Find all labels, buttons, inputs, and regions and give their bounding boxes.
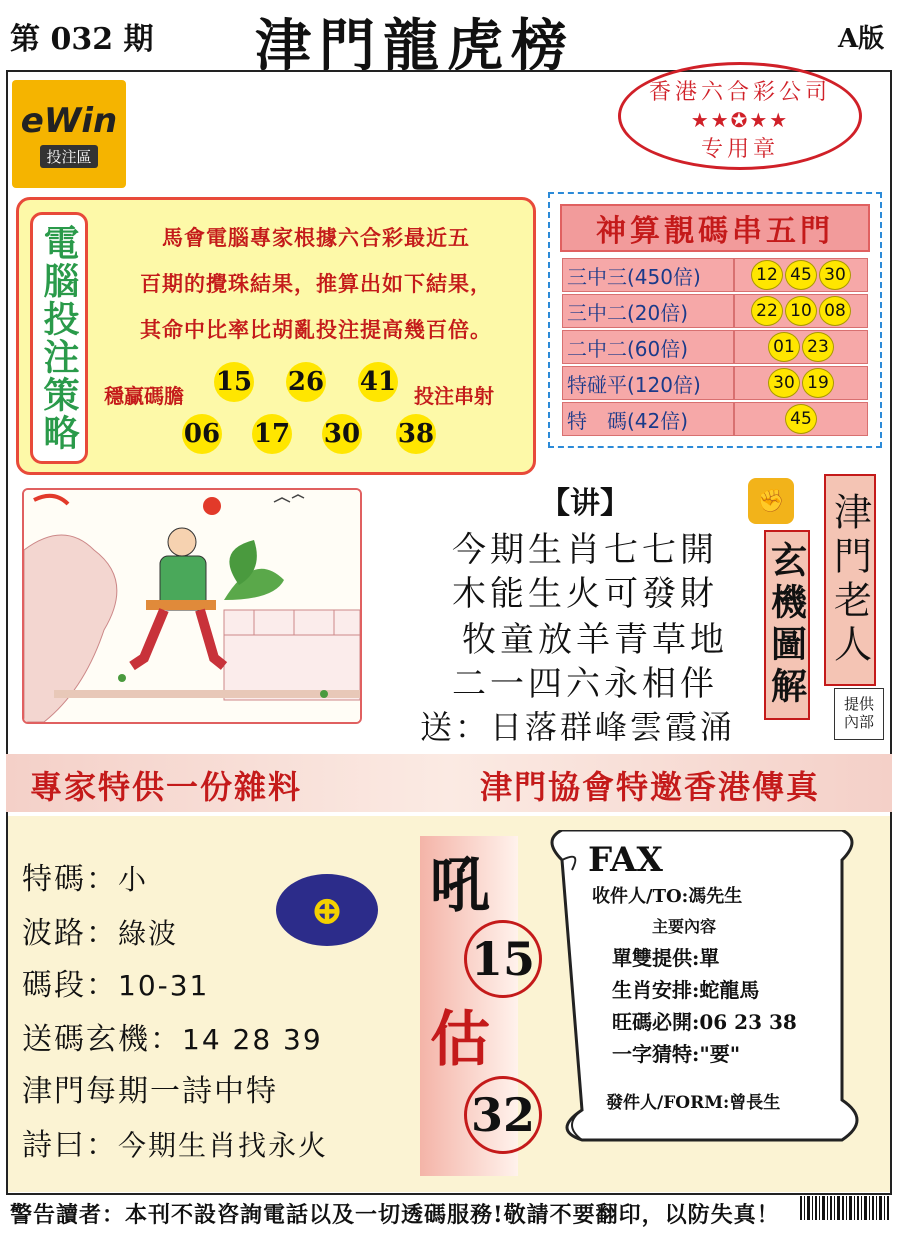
poem-line: 二一四六永相伴	[452, 664, 718, 704]
emblem-icon: ⊕	[276, 874, 378, 946]
banner-right: 津門協會特邀香港傳真	[480, 768, 821, 806]
poem-line: 牧童放羊青草地	[462, 620, 728, 660]
combo-row	[562, 366, 868, 400]
ewin-brand: eWin	[20, 100, 118, 141]
number-ball: 41	[358, 362, 398, 402]
info-label: 詩曰：	[22, 1128, 118, 1163]
info-value: 綠波	[118, 917, 179, 950]
fax-from: 發件人/FORM:曾長生	[606, 1093, 781, 1113]
combo-row	[562, 294, 868, 328]
number-ball: 22	[751, 296, 783, 326]
combo-label: 二中二(60倍)	[562, 330, 734, 364]
fax-line: 一字猜特:"要"	[612, 1042, 741, 1066]
combo-row	[562, 258, 868, 292]
combo-numbers	[734, 258, 868, 292]
info-value: 14 28 39	[182, 1023, 323, 1056]
cartoon-svg	[24, 490, 360, 722]
hou-char: 吼	[430, 851, 490, 921]
combo-numbers	[734, 294, 868, 328]
fax-line: 旺碼必開:06 23 38	[612, 1010, 797, 1034]
issue-number: 第 032 期	[10, 22, 154, 57]
strategy-line-3: 其命中比率比胡亂投注提高幾百倍。	[140, 317, 492, 342]
strategy-right-label: 投注串射	[414, 384, 494, 408]
gu-number: 32	[464, 1076, 542, 1154]
internal-badge-line-2: 內部	[843, 713, 874, 731]
page-title: 津門龍虎榜	[255, 13, 575, 79]
gu-char: 估	[430, 1005, 490, 1075]
strategy-line-1: 馬會電腦專家根據六合彩最近五	[162, 225, 470, 250]
poem-line: 木能生火可發財	[452, 574, 718, 614]
fax-subtitle: 主要內容	[652, 917, 717, 936]
stamp-top: 香港六合彩公司	[648, 80, 831, 105]
warning-text: 警告讀者：本刊不設咨詢電話以及一切透碼服務!敬請不要翻印，以防失真！	[10, 1202, 780, 1228]
info-label: 波路：	[22, 916, 118, 951]
hou-number: 15	[464, 920, 542, 998]
poem-heading: 【讲】	[540, 486, 630, 521]
info-label: 碼段：	[22, 968, 118, 1003]
number-ball: 30	[819, 260, 851, 290]
combo-numbers	[734, 330, 868, 364]
info-label: 津門每期一詩中特	[22, 1074, 278, 1109]
info-row	[22, 908, 178, 952]
number-ball: 45	[785, 260, 817, 290]
stamp-bottom: 专用章	[700, 137, 779, 162]
barcode-icon	[800, 1196, 892, 1228]
fax-line: 單雙提供:單	[612, 946, 720, 970]
strategy-title-text: 電腦投注策略	[38, 224, 80, 452]
ewin-sub: 投注區	[40, 145, 97, 168]
fax-scroll	[542, 830, 872, 1150]
strategy-title	[30, 212, 88, 464]
combo-row	[562, 330, 868, 364]
number-ball: 30	[322, 414, 362, 454]
laoren-text: 津門老人	[827, 492, 872, 668]
number-ball: 38	[396, 414, 436, 454]
info-value: 小	[118, 863, 149, 896]
info-row	[22, 854, 148, 898]
ewin-logo	[12, 80, 126, 188]
combo-row	[562, 402, 868, 436]
fist-icon: ✊	[748, 478, 794, 524]
number-ball: 26	[286, 362, 326, 402]
banner-left: 專家特供一份雜料	[30, 768, 303, 806]
number-ball: 10	[785, 296, 817, 326]
xuanji-text: 玄機圖解	[765, 541, 808, 709]
info-row	[22, 1014, 323, 1058]
combo-label: 特碰平(120倍)	[562, 366, 734, 400]
number-ball: 15	[214, 362, 254, 402]
info-label: 特碼：	[22, 862, 118, 897]
info-value: 10-31	[118, 969, 210, 1002]
strategy-left-label: 穩贏碼膽	[104, 384, 184, 408]
stamp-stars: ★★✪★★	[690, 108, 790, 132]
fax-line: 生肖安排:蛇龍馬	[612, 978, 760, 1002]
internal-badge	[834, 688, 884, 740]
combo-numbers	[734, 366, 868, 400]
info-row	[22, 1120, 328, 1164]
number-ball: 23	[802, 332, 834, 362]
number-ball: 01	[768, 332, 800, 362]
number-ball: 45	[785, 404, 817, 434]
fax-to: 收件人/TO:馮先生	[592, 886, 743, 907]
poem-line: 今期生肖七七開	[452, 530, 718, 570]
laoren-label	[824, 474, 876, 686]
number-ball: 12	[751, 260, 783, 290]
number-ball: 06	[182, 414, 222, 454]
strategy-line-2: 百期的攪珠結果，推算出如下結果，	[140, 271, 492, 296]
cartoon-illustration	[22, 488, 362, 724]
info-value: 今期生肖找永火	[118, 1129, 329, 1162]
info-label: 送碼玄機：	[22, 1022, 182, 1057]
info-row	[22, 1066, 278, 1110]
internal-badge-line-1: 提供	[843, 695, 874, 713]
company-stamp	[618, 62, 862, 170]
number-ball: 17	[252, 414, 292, 454]
combo-label: 三中二(20倍)	[562, 294, 734, 328]
combo-label: 特 碼(42倍)	[562, 402, 734, 436]
combo-title: 神算靚碼串五門	[560, 204, 870, 252]
number-ball: 19	[802, 368, 834, 398]
number-ball: 08	[819, 296, 851, 326]
combo-numbers	[734, 402, 868, 436]
info-row	[22, 960, 209, 1004]
combo-label: 三中三(450倍)	[562, 258, 734, 292]
edition-label: A版	[838, 24, 885, 54]
number-ball: 30	[768, 368, 800, 398]
xuanji-label	[764, 530, 810, 720]
poem-send: 送：日落群峰雲霞涌	[420, 708, 736, 746]
fax-title: FAX	[588, 840, 663, 880]
